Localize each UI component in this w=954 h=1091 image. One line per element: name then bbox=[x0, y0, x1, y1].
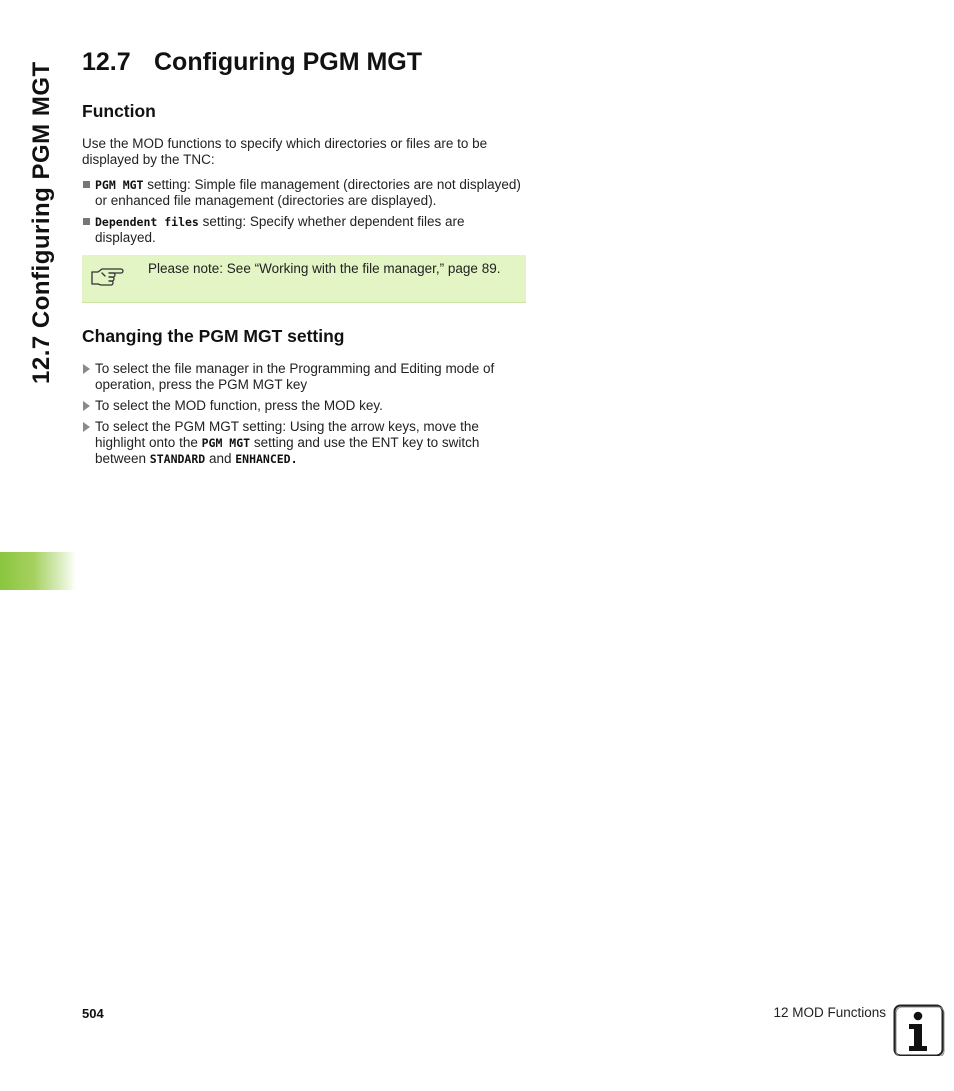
step-text: To select the PGM MGT setting: Using the arrow keys, move the highlight onto the bbox=[95, 419, 479, 450]
chapter-label: 12 MOD Functions bbox=[773, 1005, 886, 1020]
list-item bbox=[82, 419, 528, 467]
note-box bbox=[82, 255, 526, 303]
info-icon bbox=[893, 1004, 945, 1056]
code-pgm-mgt: PGM MGT bbox=[201, 436, 251, 450]
step-text: To select the MOD function, press the MOD key. bbox=[95, 398, 383, 413]
list-item bbox=[82, 361, 528, 393]
code-standard: STANDARD bbox=[149, 452, 206, 466]
section-title: Configuring PGM MGT bbox=[154, 48, 423, 76]
step-text: and bbox=[205, 451, 236, 466]
bullet-text: setting: Specify whether dependent files are displayed. bbox=[95, 214, 465, 245]
note-text: Please note: See “Working with the file manager,” page 89. bbox=[148, 261, 501, 276]
sidebar-section-title: 12.7 Configuring PGM MGT bbox=[28, 61, 55, 384]
step-text: setting and use the ENT key to switch between bbox=[95, 435, 480, 466]
list-item bbox=[82, 214, 528, 246]
triangle-bullet-icon bbox=[83, 364, 90, 374]
triangle-bullet-icon bbox=[83, 401, 90, 411]
section-number: 12.7 bbox=[82, 48, 131, 76]
code-dependent-files: Dependent files bbox=[95, 215, 199, 229]
list-item bbox=[82, 177, 528, 209]
chapter-tab-marker bbox=[0, 552, 76, 590]
page-number: 504 bbox=[82, 1006, 104, 1021]
code-enhanced: ENHANCED. bbox=[235, 452, 298, 466]
main-content bbox=[82, 44, 528, 472]
square-bullet-icon bbox=[83, 218, 90, 225]
step-text: To select the file manager in the Programming and Editing mode of operation, press the PGM MGT key bbox=[95, 361, 495, 392]
function-intro: Use the MOD functions to specify which directories or files are to be displayed by the TNC: bbox=[82, 136, 488, 167]
code-pgm-mgt: PGM MGT bbox=[95, 178, 144, 192]
bullet-text: setting: Simple file management (directories are not displayed) or enhanced file management (directories are displayed). bbox=[95, 177, 521, 208]
function-bullet-list bbox=[82, 177, 528, 246]
triangle-bullet-icon bbox=[83, 422, 90, 432]
step-list bbox=[82, 361, 528, 467]
changing-heading: Changing the PGM MGT setting bbox=[82, 326, 345, 346]
list-item bbox=[82, 398, 528, 414]
function-heading: Function bbox=[82, 101, 156, 121]
pointing-hand-icon bbox=[90, 264, 126, 290]
page-title bbox=[82, 44, 528, 80]
square-bullet-icon bbox=[83, 181, 90, 188]
